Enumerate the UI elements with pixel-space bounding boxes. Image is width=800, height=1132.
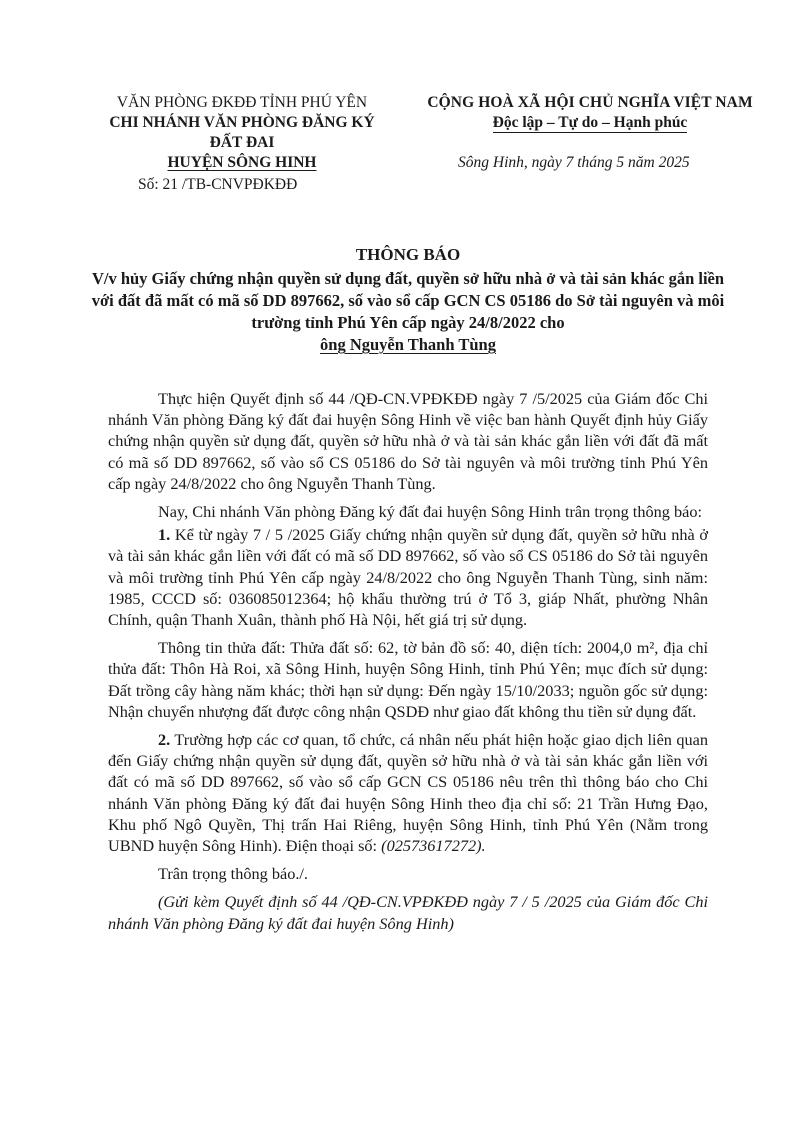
item-1-number: 1. [158,525,171,545]
agency-line-1: VĂN PHÒNG ĐKĐĐ TỈNH PHÚ YÊN [116,94,368,111]
subject-recipient: ông Nguyễn Thanh Tùng [320,335,496,354]
national-motto-header [412,93,768,133]
issuing-agency-header [92,93,392,173]
document-number: Số: 21 /TB-CNVPĐKĐĐ [138,176,298,193]
item-2-text: Trường hợp các cơ quan, tổ chức, cá nhân nếu phát hiện hoặc giao dịch liên quan đến Giấy chứng nhận quyền sử dụng đất, quyền sở hữu nhà ở và tài sản khác gắn liền với đất có mã số DD 897662, số vào sổ cấp GCN CS 05186 nêu trên thì thông báo cho Chi nhánh Văn phòng Đăng ký đất đai huyện Sông Hinh theo địa chỉ số: 21 Trần Hưng Đạo, Khu phố Ngô Quyền, Thị trấn Hai Riêng, huyện Sông Hinh, tỉnh Phú Yên (Nằm trong UBND huyện Sông Hinh). Điện thoại số: [108,730,708,856]
notice-body [108,388,708,941]
notice-subject [80,268,736,356]
motto: Độc lập – Tự do – Hạnh phúc [492,114,688,131]
place-date: Sông Hinh, ngày 7 tháng 5 năm 2025 [458,154,690,171]
closing-line: Trân trọng thông báo./. [158,864,308,884]
attachment-note: (Gửi kèm Quyết định số 44 /QĐ-CN.VPĐKĐĐ ngày 7 / 5 /2025 của Giám đốc Chi nhánh Văn phòng Đăng ký đất đai huyện Sông Hinh) [108,892,708,933]
paragraph-announcement: Nay, Chi nhánh Văn phòng Đăng ký đất đai huyện Sông Hinh trân trọng thông báo: [158,502,702,522]
item-2 [108,729,708,856]
paragraph-basis: Thực hiện Quyết định số 44 /QĐ-CN.VPĐKĐĐ ngày 7 /5/2025 của Giám đốc Chi nhánh Văn phòng Đăng ký đất đai huyện Sông Hinh về việc ban hành Quyết định hủy Giấy chứng nhận quyền sử dụng đất, quyền sở hữu nhà ở và tài sản khác gắn liền với đất đã mất có mã số DD 897662, số vào sổ CS 05186 do Sở tài nguyên và môi trường tỉnh Phú Yên cấp ngày 24/8/2022 cho ông Nguyễn Thanh Tùng. [108,389,708,493]
country-name: CỘNG HOÀ XÃ HỘI CHỦ NGHĨA VIỆT NAM [427,94,753,111]
notice-heading: THÔNG BÁO [355,245,461,264]
item-2-number: 2. [158,730,171,750]
item-1 [108,524,708,630]
agency-line-2: CHI NHÁNH VĂN PHÒNG ĐĂNG KÝ ĐẤT ĐAI [109,114,375,151]
agency-line-3: HUYỆN SÔNG HINH [167,154,317,171]
item-1-text: Kể từ ngày 7 / 5 /2025 Giấy chứng nhận quyền sử dụng đất, quyền sở hữu nhà ở và tài sản khác gắn liền với đất có mã số DD 897662, số vào sổ CS 05186 do Sở tài nguyên và môi trường tỉnh Phú Yên cấp ngày 24/8/2022 cho ông Nguyễn Thanh Tùng, sinh năm: 1985, CCCD số: 036085012364; hộ khẩu thường trú ở Tổ 3, giáp Nhất, phường Nhân Chính, quận Thanh Xuân, thành phố Hà Nội, hết giá trị sử dụng. [108,525,708,630]
subject-text: V/v hủy Giấy chứng nhận quyền sử dụng đất, quyền sở hữu nhà ở và tài sản khác gắn liền với đất đã mất có mã số DD 897662, số vào sổ cấp GCN CS 05186 do Sở tài nguyên và môi trường tỉnh Phú Yên cấp ngày 24/8/2022 cho [91,269,725,332]
phone-number: (02573617272). [381,836,486,856]
paragraph-land-info: Thông tin thửa đất: Thửa đất số: 62, tờ bản đồ số: 40, diện tích: 2004,0 m², địa chỉ thửa đất: Thôn Hà Roi, xã Sông Hinh, huyện Sông Hinh, tỉnh Phú Yên; mục đích sử dụng: Đất trồng cây hàng năm khác; thời hạn sử dụng: Đến ngày 15/10/2033; nguồn gốc sử dụng: Nhận chuyển nhượng đất được công nhận QSDĐ như giao đất không thu tiền sử dụng đất. [108,638,708,721]
notice-title-block [80,244,736,356]
